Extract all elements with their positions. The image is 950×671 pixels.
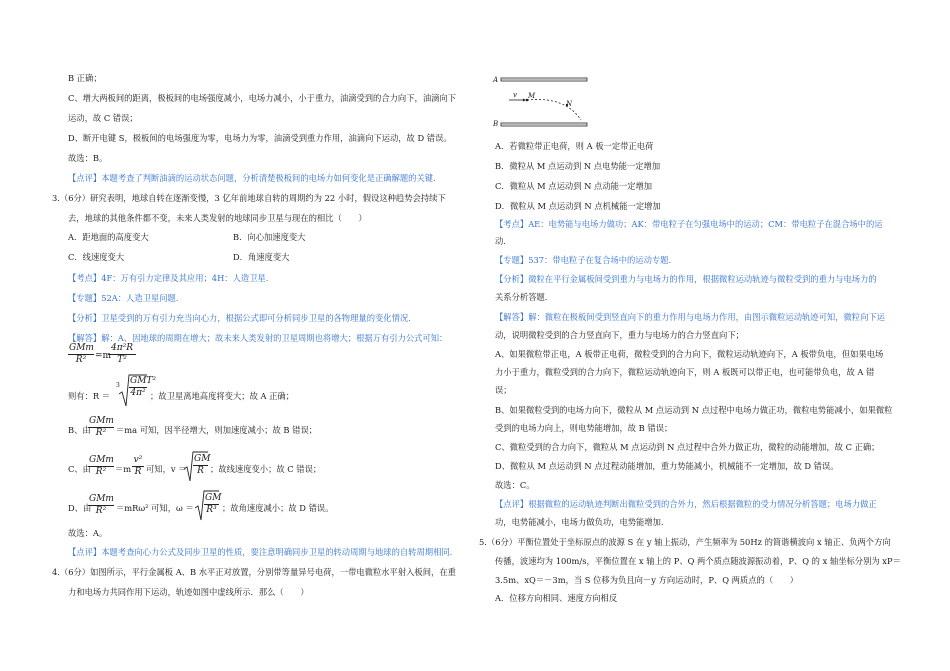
option-c: C．线速度变大 (68, 252, 125, 262)
zhuanti-line: 【专题】537：带电粒子在复合场中的运动专题. (495, 255, 672, 265)
root-index: 3 (116, 382, 120, 389)
formula-fraction: GMT² 4π² (130, 376, 157, 398)
jieda-line: 【解答】解：A、因地球的周期在增大；故未来人类发射的卫星周期也将增大；根据万有引力公式可知： (68, 333, 448, 343)
comment-line: 【点评】本题考查了判断油滴的运动状态问题，分析清楚极板间的电场力如何变化是正确解题的关键. (68, 173, 436, 183)
text-line: ；故卫星离地高度将变大；故 A 正确； (150, 391, 295, 401)
text-line: 则有：R ＝ (68, 391, 111, 401)
point-n-label: N (566, 100, 573, 108)
option-b: B．微粒从 M 点运动到 N 点电势能一定增加 (495, 161, 661, 171)
text-line: 关系分析答题. (495, 292, 548, 302)
formula-fraction: GMm R² (89, 416, 114, 438)
text-line: 功，电势能减小，电场力做负功，电势能增加. (495, 517, 664, 527)
parallel-plates-figure (495, 74, 615, 134)
plates-diagram-icon (495, 74, 615, 134)
text-line: ＝mRω² 可知，ω ＝ (116, 503, 194, 513)
comment-line: 【点评】本题考查向心力公式及同步卫星的性质，要注意明确同步卫星的转动周期与地球的自转周期相同. (68, 547, 453, 557)
option-a: A．位移方向相同、速度方向相反 (495, 593, 618, 603)
kaodian-line: 【考点】AE：电势能与电场力做功；AK：带电粒子在匀强电场中的运动；CM：带电粒子在混合场中的运 (495, 219, 883, 229)
question-5-stem: 3.5m、xQ＝－3m，当 S 位移为负且向－y 方向运动时，P、Q 两质点的（ ） (495, 575, 799, 585)
question-3-stem: 3.（6分）研究表明，地球自转在逐渐变慢，3 亿年前地球自转的周期约为 22 小时，假设这种趋势会持续下 (52, 193, 446, 203)
text-line: 可知，v ＝ (146, 464, 187, 474)
text-line: 力小于重力，微粒受到的合力向下，微粒运动轨迹向下，则 A 板既可以带正电，也可能带负电，故 A 错 (495, 367, 875, 377)
text-line: C、由 (68, 464, 91, 474)
option-c: C．微粒从 M 点运动到 N 点动能一定增加 (495, 181, 653, 191)
text-line: C、微粒受到的合力向下，微粒从 M 点运动到 N 点过程中合外力做正功，微粒的动能增加，故 C 正确； (495, 442, 880, 452)
text-line: ＝ma 可知，因半径增大，则加速度减小；故 B 错误； (116, 425, 318, 435)
text-line: 误； (495, 385, 512, 395)
text-line: 故选：B。 (68, 153, 108, 163)
text-line: A、如果微粒带正电，A 板带正电荷，微粒受到的合力向下，微粒运动轨迹向下，A 板带负电，但如果电场 (495, 349, 884, 359)
fenxi-line: 【分析】卫星受到的万有引力充当向心力，根据公式即可分析同步卫星的各物理量的变化情况. (68, 313, 411, 323)
question-3-stem: 去，地球的其他条件都不变，未来人类发射的地球同步卫星与现在的相比（ ） (68, 213, 367, 223)
text-line: D、微粒从 M 点运动到 N 点过程动能增加，重力势能减小，机械能不一定增加，故 D 错误。 (495, 461, 839, 471)
text-line: C、增大两板间的距离，极板间的电场强度减小，电场力减小，小于重力，油滴受到的合力向下，油滴向下 (68, 93, 457, 103)
kaodian-line: 【考点】4F：万有引力定律及其应用；4H：人造卫星. (68, 273, 269, 283)
text-line: ；故线速度变小；故 C 错误； (210, 464, 322, 474)
point-m-label: M (528, 92, 536, 100)
formula-fraction: $\frac{GM}{\text{R³}}$ (205, 493, 222, 515)
text-line: ；故角速度减小；故 D 错误。 (222, 503, 334, 513)
formula-fraction: $\frac{\text{v²}}{R}$ (133, 455, 143, 477)
option-a: A．若微粒带正电荷，则 A 板一定带正电荷 (495, 141, 654, 151)
formula-fraction: $\frac{GM}{R}$ (194, 454, 211, 476)
text-line: 动. (495, 236, 506, 246)
formula-eq: ＝m (115, 464, 132, 474)
comment-line: 【点评】根据微粒的运动轨迹判断出微粒受到的合外力，然后根据微粒的受力情况分析答题；电场力做正 (495, 499, 877, 509)
formula-eq: =m (95, 351, 112, 361)
formula-fraction: GMm R² (89, 494, 114, 516)
question-5-stem: 5.（6分）平衡位置处于坐标原点的波源 S 在 y 轴上振动，产生频率为 50Hz 的简谐横波向 x 轴正、负两个方向 (479, 537, 891, 547)
text-line: B 正确； (68, 73, 102, 83)
option-d: D．角速度变大 (233, 252, 290, 262)
question-5-stem: 传播，波速均为 100m/s，平衡位置在 x 轴上的 P、Q 两个质点随波源振动着，P、Q 的 x 轴坐标分别为 xP＝ (495, 556, 901, 566)
text-line: B、由 (68, 425, 91, 435)
formula-fraction: GMm R² (69, 343, 94, 365)
zhuanti-line: 【专题】52A：人造卫星问题. (68, 293, 179, 303)
fenxi-line: 【分析】微粒在平行金属板间受到重力与电场力的作用，根据微粒运动轨迹与微粒受到的重力与电场力的 (495, 274, 877, 284)
text-line: 故选：C。 (495, 480, 535, 490)
velocity-label: v (513, 91, 517, 99)
option-d: D．微粒从 M 点运动到 N 点机械能一定增加 (495, 201, 661, 211)
text-line: 受到的电场力向上，则电势能增加，故 B 错误； (495, 423, 673, 433)
text-line: B、如果微粒受到的电场力向下，微粒从 M 点运动到 N 点过程中电场力做正功，微粒电势能减小，如果微粒 (495, 405, 893, 415)
text-line: 运动，故 C 错误； (68, 113, 138, 123)
option-b: B．向心加速度变大 (233, 232, 306, 242)
question-4-stem: 力和电场力共同作用下运动，轨迹如图中虚线所示．那么（ ） (68, 587, 309, 597)
formula-fraction: $\frac{\text{4π²R}}{\text{T²}}$ (108, 343, 136, 366)
plate-b-label: B (493, 120, 499, 128)
question-4-stem: 4.（6分）如图所示，平行金属板 A、B 水平正对放置，分别带等量异号电荷，一带电微粒水平射入板间，在重 (52, 567, 456, 577)
plate-a-label: A (493, 76, 499, 84)
option-a: A．距地面的高度变大 (68, 232, 149, 242)
formula-fraction: GMm R² (89, 455, 114, 477)
text-line: D、由 (68, 503, 92, 513)
text-line: 故选：A。 (68, 528, 108, 538)
text-line: 动，说明微粒受到的合力竖直向下，重力与电场力的合力竖直向下； (495, 330, 744, 340)
jieda-line: 【解答】解：微粒在极板间受到竖直向下的重力作用与电场力作用，由图示微粒运动轨迹可知，微粒向下运 (495, 312, 885, 322)
text-line: D、断开电键 S，极板间的电场强度为零，电场力为零，油滴受到重力作用，油滴向下运动，故 D 错误。 (68, 133, 452, 143)
